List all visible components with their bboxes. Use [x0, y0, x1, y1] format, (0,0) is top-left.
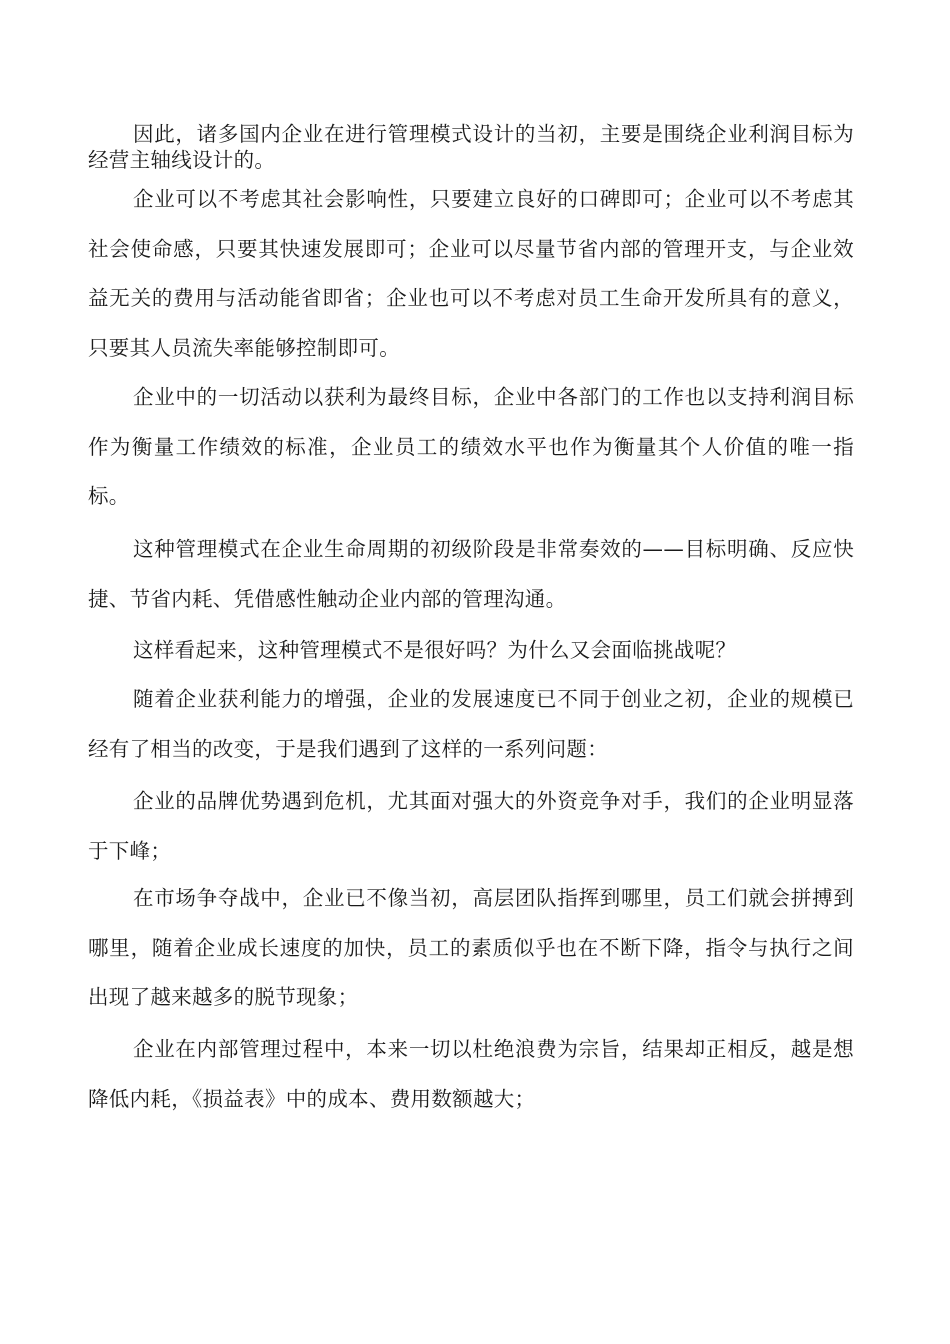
paragraph-6: 随着企业获利能力的增强，企业的发展速度已不同于创业之初，企业的规模已经有了相当的改变，于是我们遇到了这样的一系列问题： [88, 687, 854, 761]
paragraph-2: 企业可以不考虑其社会影响性，只要建立良好的口碑即可；企业可以不考虑其社会使命感，只要其快速发展即可；企业可以尽量节省内部的管理开支，与企业效益无关的费用与活动能省即省；企业也可以不考虑对员工生命开发所具有的意义，只要其人员流失率能够控制即可。 [88, 187, 854, 360]
paragraph-1: 因此，诸多国内企业在进行管理模式设计的当初，主要是围绕企业利润目标为经营主轴线设计的。 [88, 122, 854, 172]
paragraph-7: 企业的品牌优势遇到危机，尤其面对强大的外资竞争对手，我们的企业明显落于下峰； [88, 789, 854, 863]
paragraph-9: 企业在内部管理过程中，本来一切以杜绝浪费为宗旨，结果却正相反，越是想降低内耗，《损益表》中的成本、费用数额越大； [88, 1037, 854, 1111]
paragraph-4: 这种管理模式在企业生命周期的初级阶段是非常奏效的——目标明确、反应快捷、节省内耗、凭借感性触动企业内部的管理沟通。 [88, 537, 854, 611]
paragraph-8: 在市场争夺战中，企业已不像当初，高层团队指挥到哪里，员工们就会拼搏到哪里，随着企业成长速度的加快，员工的素质似乎也在不断下降，指令与执行之间出现了越来越多的脱节现象； [88, 886, 854, 1009]
paragraph-5: 这样看起来，这种管理模式不是很好吗？为什么又会面临挑战呢？ [133, 638, 737, 662]
paragraph-3: 企业中的一切活动以获利为最终目标，企业中各部门的工作也以支持利润目标作为衡量工作绩效的标准，企业员工的绩效水平也作为衡量其个人价值的唯一指标。 [88, 385, 854, 508]
